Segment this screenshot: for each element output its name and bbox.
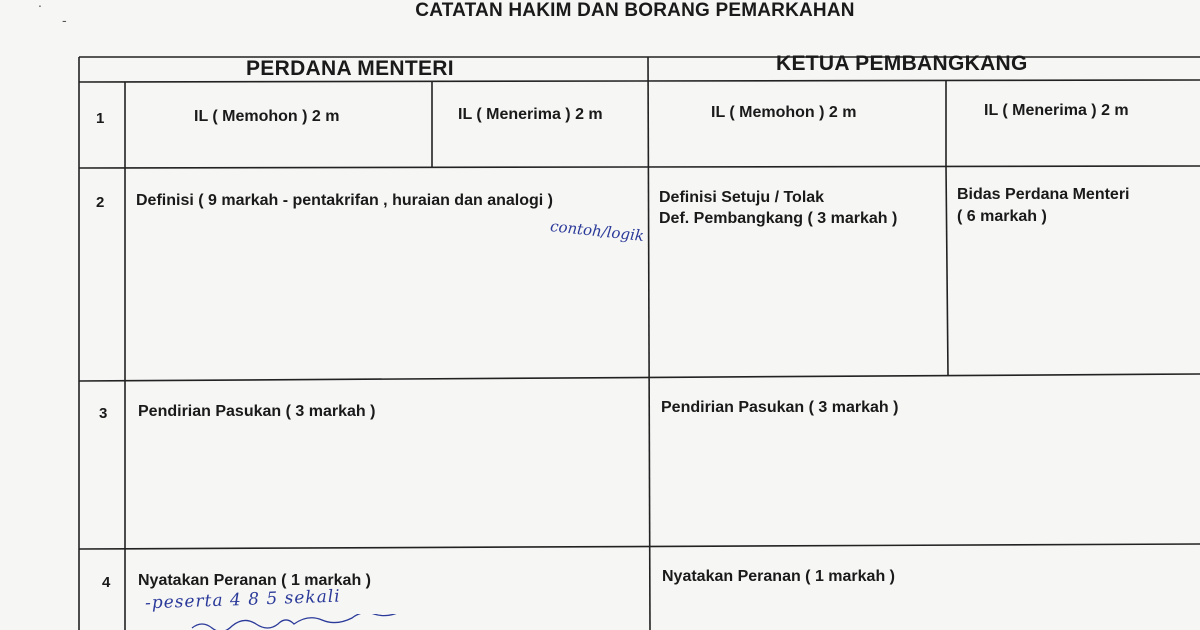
handwritten-scribble — [190, 614, 450, 630]
row1-bottom — [79, 166, 1200, 168]
header-ketua-pembangkang: KETUA PEMBANGKANG — [776, 52, 1028, 75]
scan-mark: - — [62, 12, 67, 28]
scan-mark: . — [38, 0, 42, 10]
pm-pendirian: Pendirian Pasukan ( 3 markah ) — [138, 403, 376, 420]
center-divider — [648, 57, 650, 630]
pm-il-menerima: IL ( Menerima ) 2 m — [458, 106, 603, 123]
kp-il-memohon: IL ( Memohon ) 2 m — [711, 104, 857, 121]
pm-peranan: Nyatakan Peranan ( 1 markah ) — [138, 572, 371, 589]
row-number-3: 3 — [99, 405, 108, 422]
kp-definisi-setuju: Definisi Setuju / Tolak — [659, 189, 825, 206]
row3-bottom — [79, 544, 1200, 549]
kp-bidas-pm: Bidas Perdana Menteri — [957, 186, 1130, 203]
row-number-4: 4 — [102, 574, 111, 591]
kp-il-menerima: IL ( Menerima ) 2 m — [984, 102, 1129, 119]
handwritten-note-contoh: contoh/logik — [549, 217, 645, 245]
row2-right-divider — [946, 166, 948, 375]
header-perdana-menteri: PERDANA MENTERI — [246, 57, 454, 80]
kp-def-pembangkang: Def. Pembangkang ( 3 markah ) — [659, 210, 898, 227]
row-number-2: 2 — [96, 194, 105, 211]
handwritten-note-peserta: -peserta 4 8 5 sekali — [144, 586, 342, 614]
form-title: CATATAN HAKIM DAN BORANG PEMARKAHAN — [415, 0, 855, 21]
pm-il-memohon: IL ( Memohon ) 2 m — [194, 108, 340, 125]
header-divider — [79, 80, 1200, 82]
kp-pendirian: Pendirian Pasukan ( 3 markah ) — [661, 399, 899, 416]
kp-peranan: Nyatakan Peranan ( 1 markah ) — [662, 568, 895, 585]
row-number-1: 1 — [96, 110, 105, 127]
row2-bottom — [79, 374, 1200, 381]
pm-definisi: Definisi ( 9 markah - pentakrifan , huraian dan analogi ) — [136, 192, 553, 209]
kp-bidas-markah: ( 6 markah ) — [957, 208, 1047, 225]
